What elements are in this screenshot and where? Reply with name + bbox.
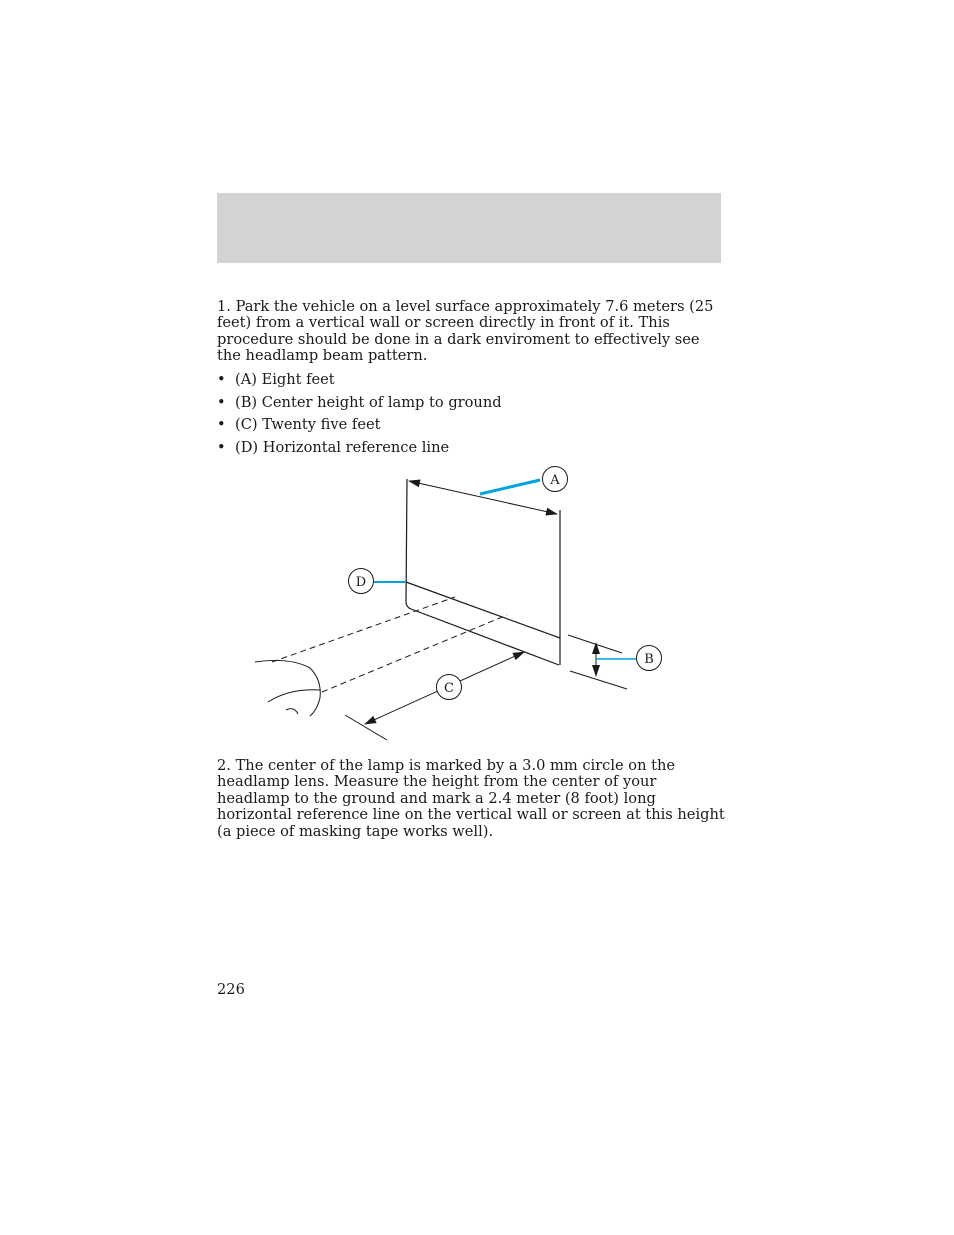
leader-lines [374, 480, 636, 659]
legend-item-a: (A) Eight feet [235, 371, 335, 388]
legend-item-d: (D) Horizontal reference line [235, 438, 450, 456]
list-item [217, 394, 502, 417]
callout-a [543, 467, 568, 492]
callout-label-d: D [355, 575, 367, 590]
section-header-band [217, 193, 721, 263]
callout-c [437, 675, 462, 700]
callout-b [637, 646, 662, 671]
bullet-icon: • [217, 438, 226, 456]
legend-list [217, 371, 502, 461]
bullet-icon: • [217, 416, 226, 434]
vehicle-hood-outline [255, 660, 320, 716]
reference-line-d [406, 582, 560, 638]
headlamp-aiming-diagram [250, 462, 670, 747]
callout-label-c: C [444, 681, 454, 696]
instruction-step-2: 2. The center of the lamp is marked by a 3.0 mm circle on the headlamp lens. Measure the height from the center of your headlamp to the ground and mark a 2.4 meter (8 foot) long horizontal reference line on the vertical wall or screen at this height (a piece of masking tape works well). [217, 757, 725, 840]
callout-label-a: A [550, 473, 560, 488]
page-number: 226 [217, 981, 245, 998]
bullet-icon: • [217, 393, 226, 411]
legend-item-c: (C) Twenty five feet [235, 416, 381, 434]
instruction-step-1: 1. Park the vehicle on a level surface approximately 7.6 meters (25 feet) from a vertical wall or screen directly in front of it. This procedure should be done in a dark enviroment to effectively see the headlamp beam pattern. [217, 298, 714, 365]
dimension-arrow-a [409, 481, 557, 514]
callout-label-b: B [644, 652, 654, 667]
dimension-b [568, 635, 627, 689]
callout-d [349, 569, 374, 594]
wall-screen [406, 479, 560, 665]
bullet-icon: • [217, 371, 226, 388]
extension-line-c [345, 715, 387, 740]
legend-item-b: (B) Center height of lamp to ground [235, 393, 502, 411]
list-item [217, 439, 502, 462]
beam-projection-lines [272, 597, 507, 692]
list-item [217, 371, 502, 394]
list-item [217, 416, 502, 439]
